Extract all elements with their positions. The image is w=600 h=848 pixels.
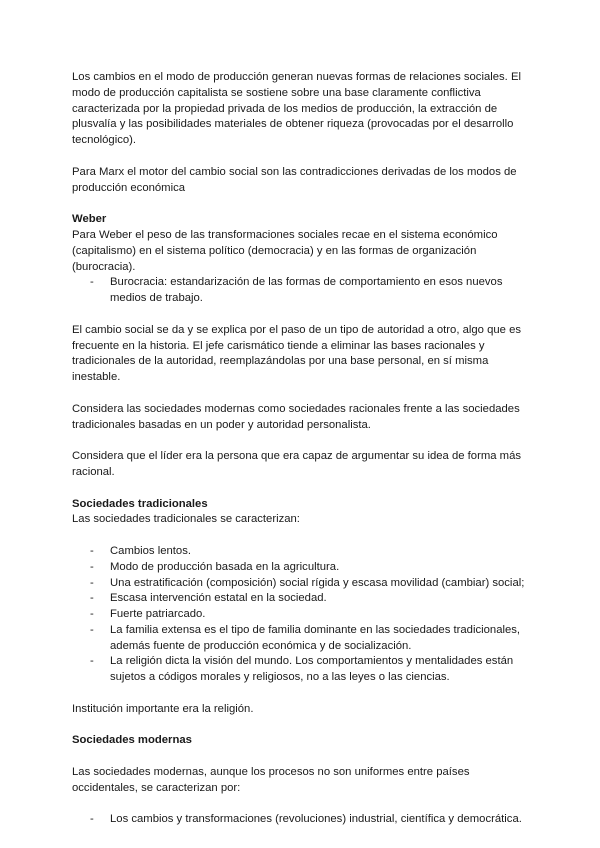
list-item: - Burocracia: estandarización de las formas de comportamiento en esos nuevos medios de trabajo.	[72, 275, 528, 307]
paragraph-sociedades-racionales: Considera las sociedades modernas como sociedades racionales frente a las sociedades tradicionales basadas en un poder y autoridad personalista.	[72, 402, 520, 431]
heading-weber: Weber	[72, 213, 107, 226]
weber-bullet-list	[72, 275, 528, 307]
paragraph-marx: Para Marx el motor del cambio social son las contradicciones derivadas de los modos de producción económica	[72, 165, 517, 194]
list-item: - La familia extensa es el tipo de familia dominante en las sociedades tradicionales, además fuente de producción económica y de socialización.	[72, 623, 528, 655]
list-item: - Escasa intervención estatal en la sociedad.	[72, 591, 528, 607]
paragraph-lider: Considera que el líder era la persona que era capaz de argumentar su idea de forma más racional.	[72, 450, 522, 478]
paragraph-modo-produccion: Los cambios en el modo de producción generan nuevas formas de relaciones sociales. El modo de producción capitalista se sostiene sobre una base claramente conflictiva caracterizada por la propiedad privada de los medios de producción, la extracción de plusvalía y las posibilidades materiales de obtener riqueza (provocadas por el desarrollo tecnológico).	[72, 71, 521, 147]
list-item: - Cambios lentos.	[72, 544, 528, 560]
document-page	[72, 70, 528, 828]
list-item: - La religión dicta la visión del mundo. Los comportamientos y mentalidades están sujetos a códigos morales y religiosos, no a las leyes o las ciencias.	[72, 654, 528, 686]
list-item: - Modo de producción basada en la agricultura.	[72, 560, 528, 576]
paragraph-weber-intro: Para Weber el peso de las transformaciones sociales recae en el sistema económico (capitalismo) en el sistema político (democracia) y en las formas de organización (burocracia).	[72, 228, 498, 273]
paragraph-cambio-social: El cambio social se da y se explica por el paso de un tipo de autoridad a otro, algo que es frecuente en la historia. El jefe carismático tiende a eliminar las bases racionales y tradicionales de la autoridad, reemplazándolas por una base personal, en sí misma inestable.	[72, 323, 522, 384]
heading-sociedades-tradicionales: Sociedades tradicionales	[72, 497, 208, 510]
tradicionales-bullet-list	[72, 544, 528, 686]
paragraph-institucion-religion: Institución importante era la religión.	[72, 702, 254, 715]
list-item: - Los cambios y transformaciones (revoluciones) industrial, científica y democrática.	[72, 812, 528, 828]
modernas-bullet-list	[72, 812, 528, 828]
list-item: - Fuerte patriarcado.	[72, 607, 528, 623]
paragraph-tradicionales-intro: Las sociedades tradicionales se caracterizan:	[72, 513, 300, 526]
list-item: - Una estratificación (composición) social rígida y escasa movilidad (cambiar) social;	[72, 576, 528, 592]
paragraph-modernas-intro: Las sociedades modernas, aunque los procesos no son uniformes entre países occidentales, se caracterizan por:	[72, 766, 470, 794]
heading-sociedades-modernas: Sociedades modernas	[72, 734, 192, 747]
